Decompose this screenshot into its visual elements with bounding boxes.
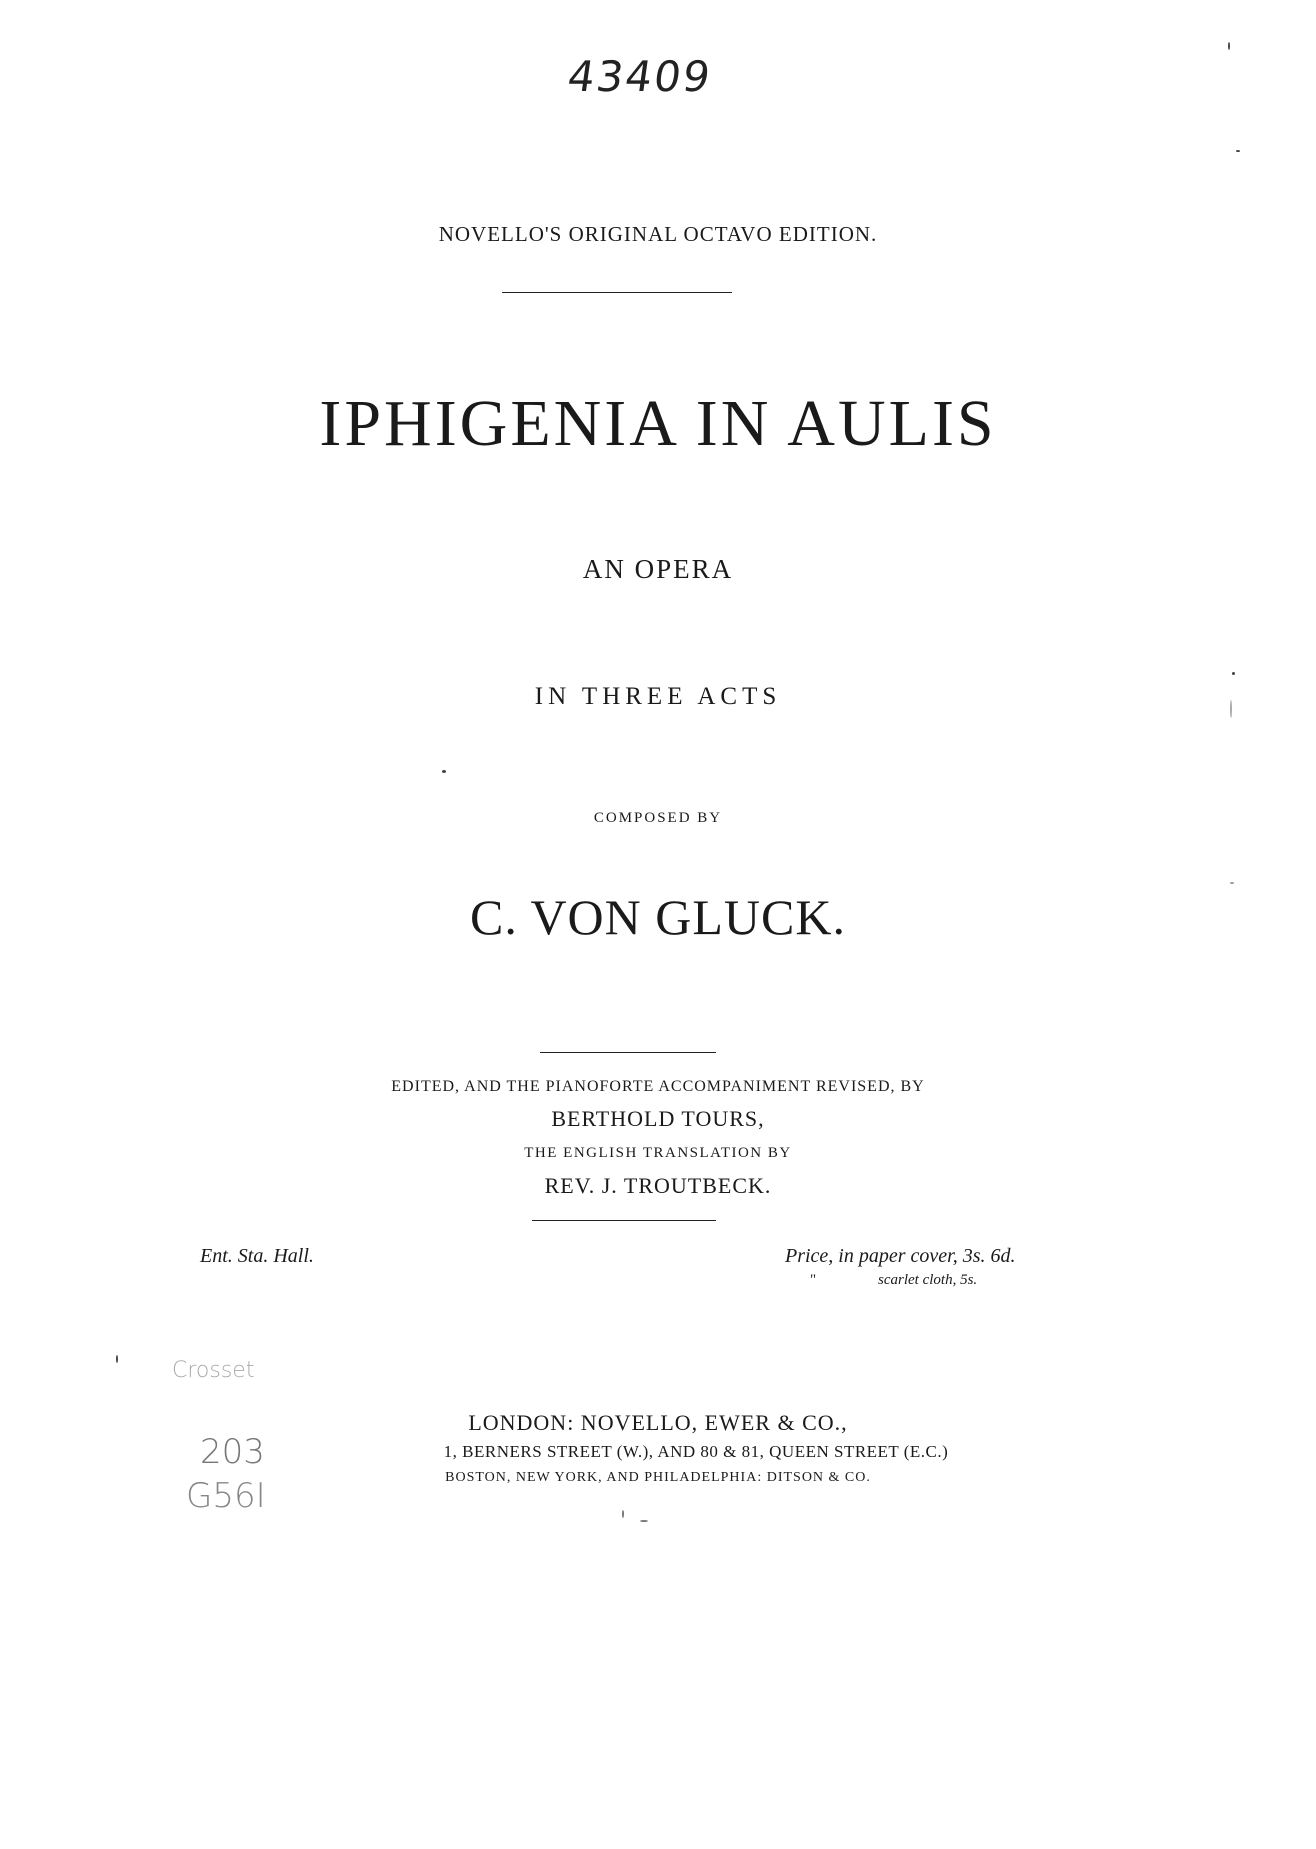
price-cloth-line [810, 1272, 977, 1289]
divider-rule [540, 1052, 716, 1053]
editor-name: BERTHOLD TOURS, [551, 1106, 765, 1131]
accession-number: 43409 [564, 52, 716, 101]
composed-by-label: COMPOSED BY [593, 810, 723, 826]
opera-title: IPHIGENIA IN AULIS [319, 387, 997, 460]
composer-name: C. VON GLUCK. [470, 889, 846, 945]
shelfmark-line-3: G56I [186, 1476, 266, 1516]
edited-by-label: EDITED, AND THE PIANOFORTE ACCOMPANIMENT REVISED, BY [391, 1078, 925, 1095]
price-paper: Price, in paper cover, 3s. 6d. [785, 1245, 1016, 1267]
divider-rule [532, 1220, 716, 1221]
translator-name: REV. J. TROUTBECK. [544, 1173, 772, 1198]
series-line: NOVELLO'S ORIGINAL OCTAVO EDITION. [438, 222, 878, 246]
translation-label: THE ENGLISH TRANSLATION BY [524, 1145, 792, 1161]
shelfmark-line-1: Crosset [172, 1358, 255, 1383]
divider-rule [502, 292, 732, 293]
publisher-name: LONDON: NOVELLO, EWER & CO., [468, 1410, 848, 1435]
opera-subtitle: AN OPERA [582, 554, 734, 584]
shelfmark-line-2: 203 [200, 1432, 265, 1472]
publisher-cities: BOSTON, NEW YORK, AND PHILADELPHIA: DITSON & CO. [445, 1470, 871, 1485]
ditto-mark: " [810, 1272, 817, 1288]
acts-line: IN THREE ACTS [534, 683, 782, 710]
price-cloth: scarlet cloth, 5s. [878, 1272, 978, 1288]
publisher-address: 1, BERNERS STREET (W.), AND 80 & 81, QUEEN STREET (E.C.) [443, 1442, 949, 1461]
registration-note: Ent. Sta. Hall. [200, 1245, 314, 1267]
